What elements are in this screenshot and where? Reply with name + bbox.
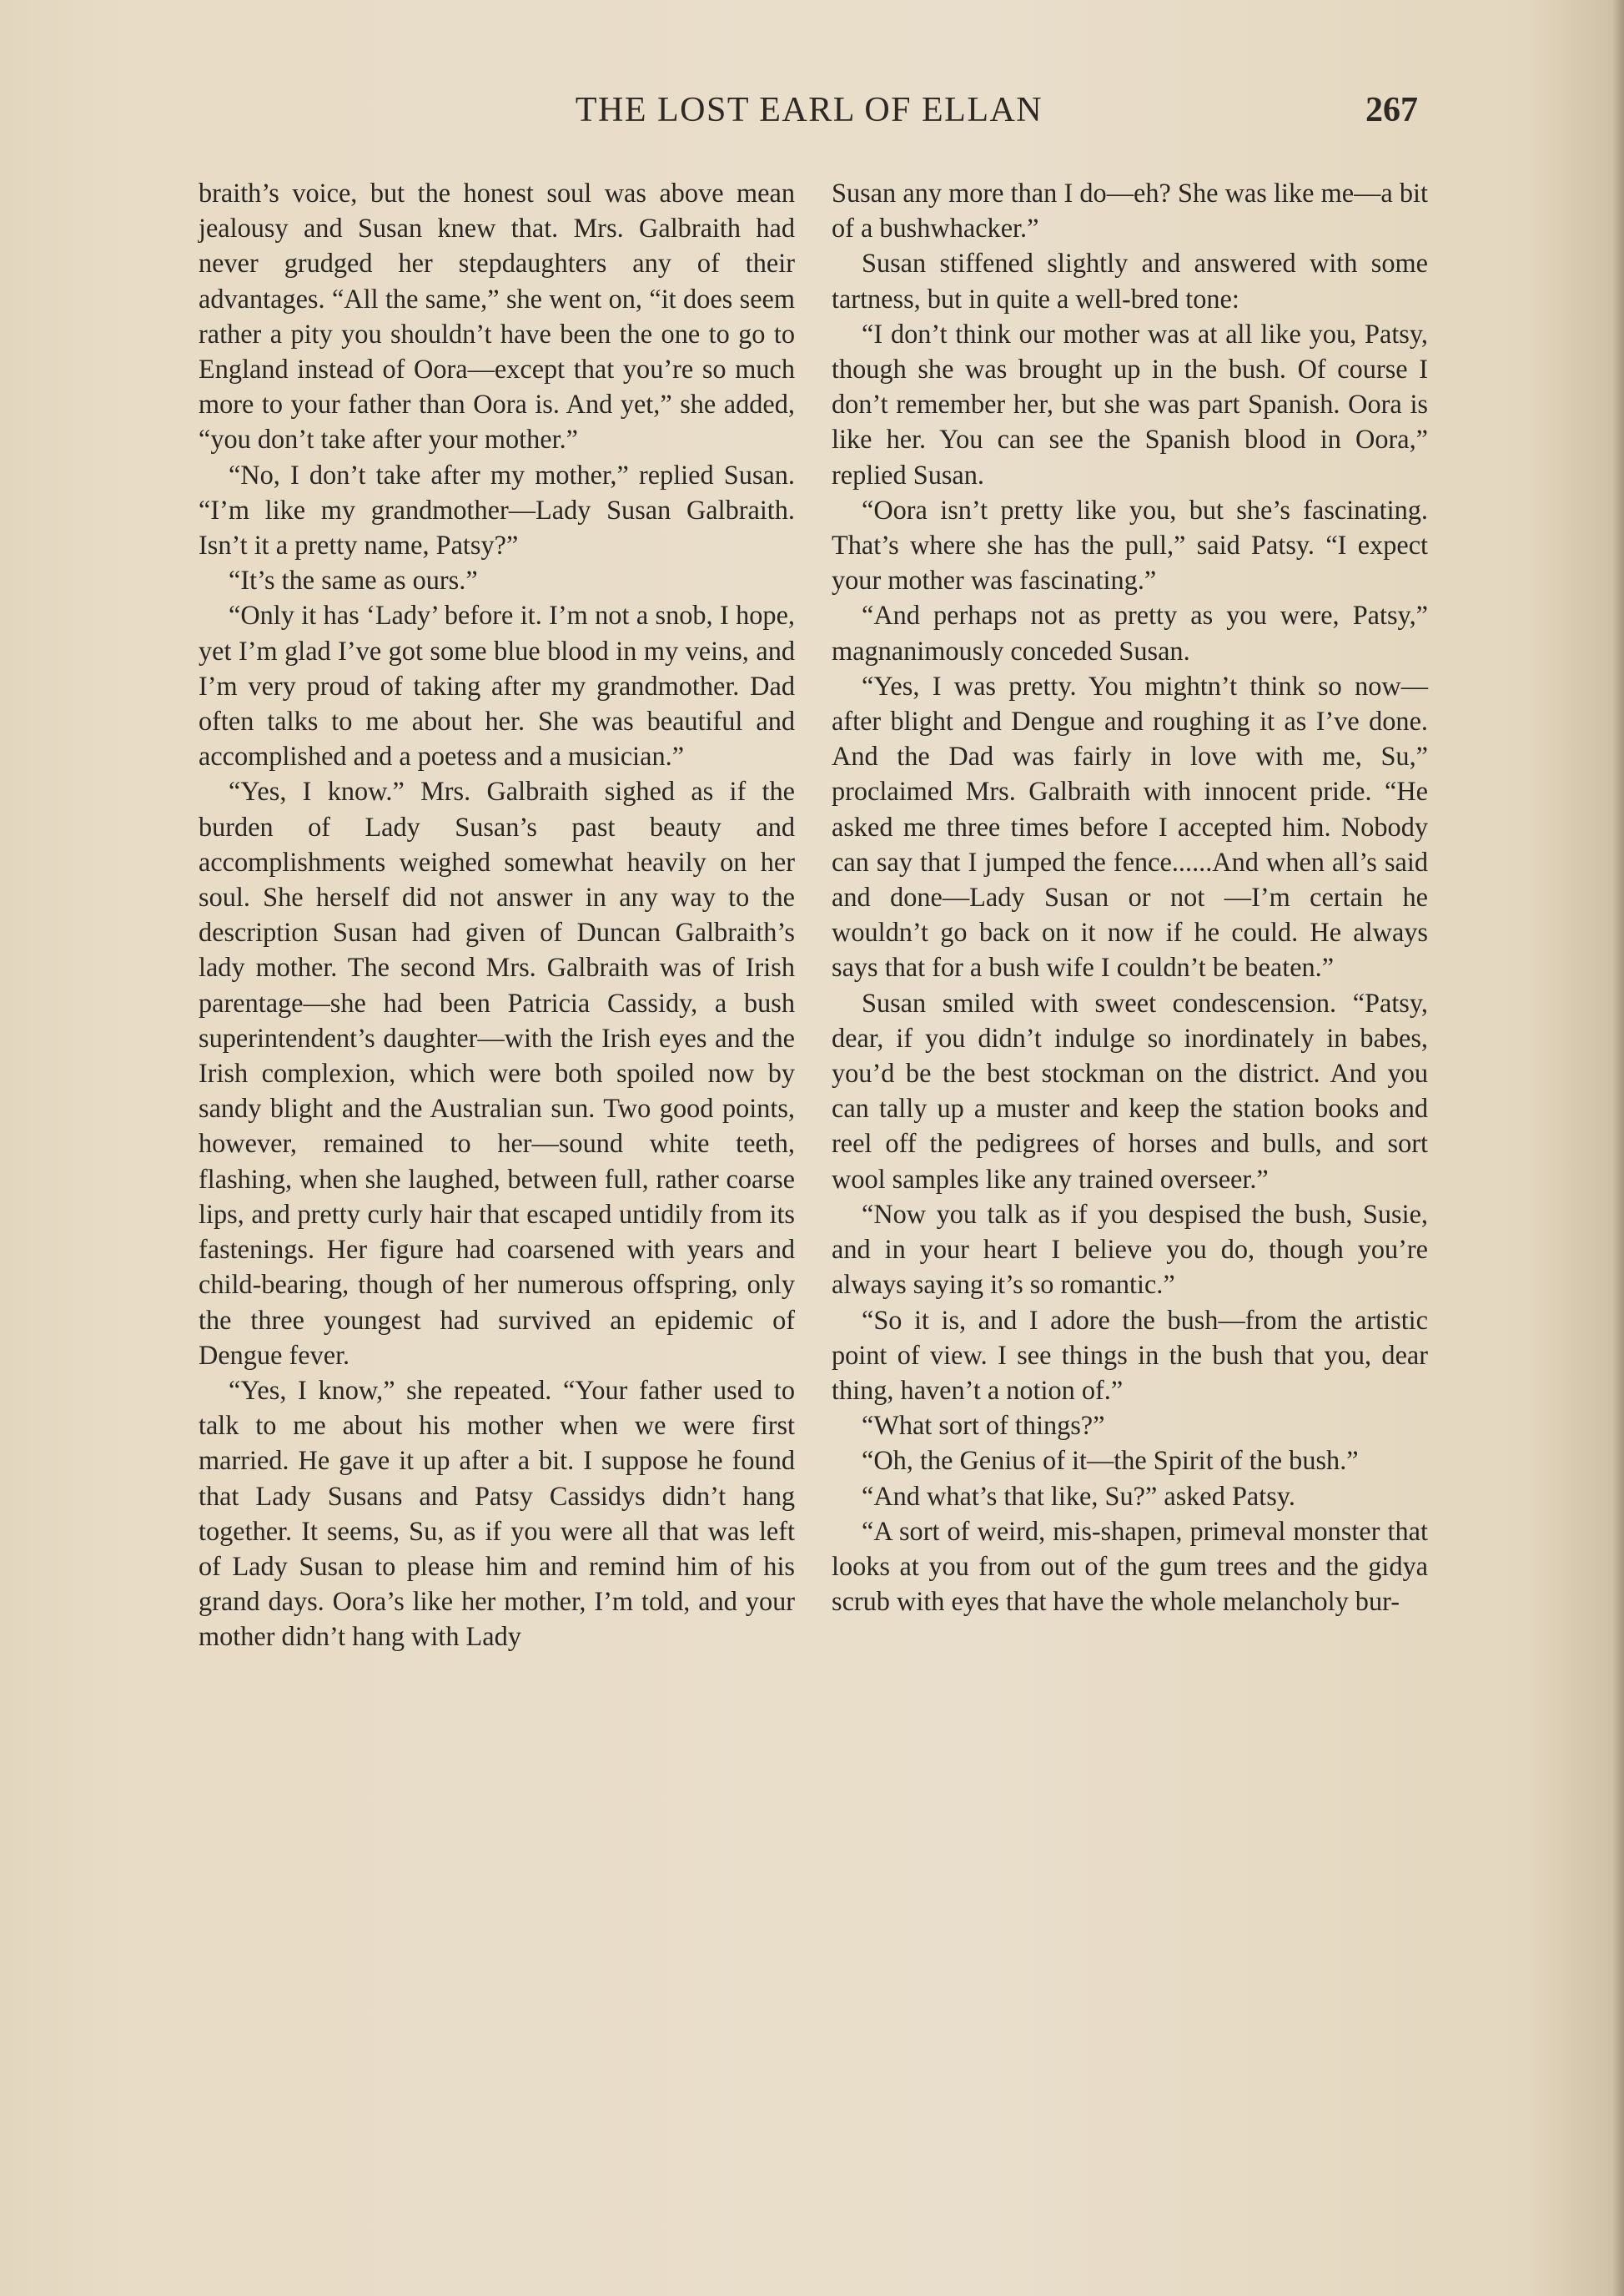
right-column: [832, 175, 1428, 1619]
paragraph: “A sort of weird, mis-shapen, primeval monster that looks at you from out of the gum trees and the gidya scrub with eyes that have the whole melancholy bur-: [832, 1515, 1428, 1617]
running-header: [200, 90, 1418, 140]
paragraph: “What sort of things?”: [862, 1410, 1105, 1441]
paragraph: “Oh, the Genius of it—the Spirit of the bush.”: [862, 1445, 1359, 1476]
paragraph: braith’s voice, but the honest soul was above mean jealousy and Susan knew that. Mrs. Galbraith had never grudged her stepdaughters any of their advantages. “All the same,” she went on, “it does seem rather a pity you shouldn’t have been the one to go to England instead of Oora—except that you’re so much more to your father than Oora is. And yet,” she added, “you don’t take after your mother.”: [199, 178, 795, 455]
paragraph: “Yes, I know.” Mrs. Galbraith sighed as if the burden of Lady Susan’s past beauty and accomplishments weighed somewhat heavily on her soul. She herself did not answer in any way to the description Susan had given of Duncan Galbraith’s lady mother. The second Mrs. Galbraith was of Irish parentage—she had been Patricia Cassidy, a bush superintendent’s daughter—with the Irish eyes and the Irish complexion, which were both spoiled now by sandy blight and the Australian sun. Two good points, however, remained to her—sound white teeth, flashing, when she laughed, between full, rather coarse lips, and pretty curly hair that escaped untidily from its fastenings. Her figure had coarsened with years and child-bearing, though of her numerous offspring, only the three youngest had survived an epidemic of Dengue fever.: [199, 776, 795, 1370]
paragraph: “It’s the same as ours.”: [229, 565, 478, 596]
paragraph: “So it is, and I adore the bush—from the artistic point of view. I see things in the bush that you, dear thing, haven’t a notion of.”: [832, 1304, 1428, 1405]
paragraph: Susan smiled with sweet condescension. “Patsy, dear, if you didn’t indulge so inordinately in babes, you’d be the best stockman on the district. And you can tally up a muster and keep the station books and reel off the pedigrees of horses and bulls, and sort wool samples like any trained overseer.”: [832, 987, 1428, 1194]
paragraph: “Yes, I know,” she repeated. “Your father used to talk to me about his mother when we were first married. He gave it up after a bit. I suppose he found that Lady Susans and Patsy Cassidys didn’t hang together. It seems, Su, as if you were all that was left of Lady Susan to please him and remind him of his grand days. Oora’s like her mother, I’m told, and your mother didn’t hang with Lady: [199, 1374, 795, 1652]
paragraph: “Oora isn’t pretty like you, but she’s fascinating. That’s where she has the pull,” said Patsy. “I expect your mother was fascinating.”: [832, 494, 1428, 596]
paragraph: Susan any more than I do—eh? She was like me—a bit of a bushwhacker.”: [832, 178, 1428, 244]
paragraph: “And perhaps not as pretty as you were, Patsy,” magnanimously conceded Susan.: [832, 600, 1428, 666]
left-column: [199, 175, 795, 1654]
paragraph: “I don’t think our mother was at all like you, Patsy, though she was brought up in the bush. Of course I don’t remember her, but she was part Spanish. Oora is like her. You can see the Spanish blood in Oora,” replied Susan.: [832, 318, 1428, 490]
running-title: THE LOST EARL OF ELLAN: [575, 91, 1043, 129]
page-number: 267: [1365, 91, 1418, 129]
paragraph: “Only it has ‘Lady’ before it. I’m not a snob, I hope, yet I’m glad I’ve got some blue blood in my veins, and I’m very proud of taking after my grandmother. Dad often talks to me about her. She was beautiful and accomplished and a poetess and a musician.”: [199, 600, 795, 772]
paragraph: “Now you talk as if you despised the bush, Susie, and in your heart I believe you do, though you’re always saying it’s so romantic.”: [832, 1198, 1428, 1300]
page-edge-shadow: [1612, 0, 1624, 2296]
paragraph: “No, I don’t take after my mother,” replied Susan. “I’m like my grandmother—Lady Susan Galbraith. Isn’t it a pretty name, Patsy?”: [199, 459, 795, 561]
paragraph: “Yes, I was pretty. You mightn’t think so now—after blight and Dengue and roughing it as I’ve done. And the Dad was fairly in love with me, Su,” proclaimed Mrs. Galbraith with innocent pride. “He asked me three times before I accepted him. Nobody can say that I jumped the fence......And when all’s said and done—Lady Susan or not —I’m certain he wouldn’t go back on it now if he could. He always says that for a bush wife I couldn’t be beaten.”: [832, 670, 1428, 983]
paragraph: “And what’s that like, Su?” asked Patsy.: [862, 1480, 1295, 1511]
paragraph: Susan stiffened slightly and answered with some tartness, but in quite a well-bred tone:: [832, 248, 1428, 314]
